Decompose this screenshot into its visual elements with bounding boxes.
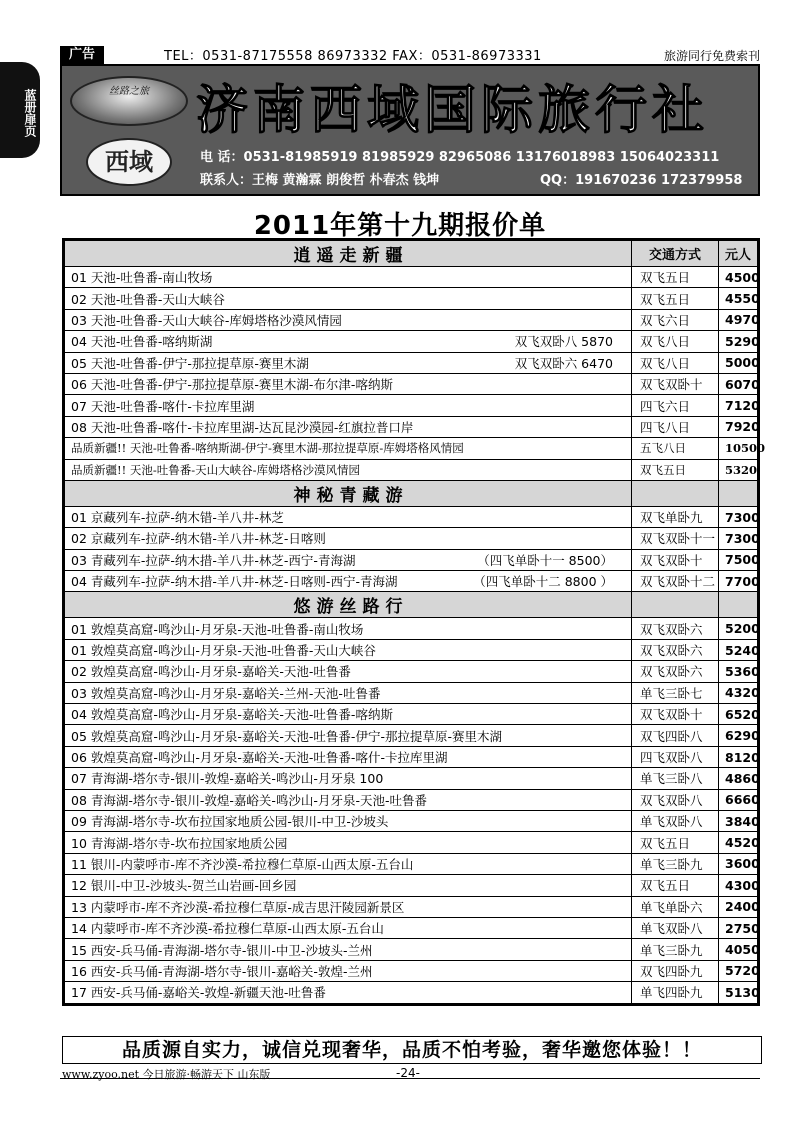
transport-cell: 双飞五日: [632, 875, 719, 896]
transport-cell: 双飞双卧六: [632, 661, 719, 682]
price-cell: 8120: [719, 746, 758, 767]
transport-cell: 双飞双卧八: [632, 789, 719, 810]
table-row: [65, 725, 758, 746]
table-row: [65, 288, 758, 309]
price-cell: 5240: [719, 639, 758, 660]
qq-numbers: QQ：191670236 172379958: [540, 173, 743, 188]
route-text: 02 敦煌莫高窟-鸣沙山-月牙泉-嘉峪关-天池-吐鲁番: [71, 664, 351, 680]
transport-cell: 双飞四卧八: [632, 725, 719, 746]
transport-cell: 双飞双卧十: [632, 549, 719, 570]
price-cell: 4500: [719, 267, 758, 288]
transport-cell: 双飞双卧十: [632, 704, 719, 725]
price-header: [719, 480, 758, 506]
route-cell: [65, 682, 632, 703]
price-cell: 5290: [719, 331, 758, 352]
price-cell: 6290: [719, 725, 758, 746]
company-name: 济南西域国际旅行社: [196, 80, 710, 141]
price-cell: 7500: [719, 549, 758, 570]
transport-cell: 单飞三卧八: [632, 768, 719, 789]
route-cell: [65, 960, 632, 981]
route-cell: [65, 725, 632, 746]
table-row: [65, 267, 758, 288]
section-header: [65, 241, 758, 267]
table-row: [65, 571, 758, 592]
route-cell: [65, 459, 632, 480]
contact-line: TEL：0531-87175558 86973332 FAX：0531-86973331: [164, 49, 542, 64]
route-cell: [65, 618, 632, 639]
route-text: 09 青海湖-塔尔寺-坎布拉国家地质公园-银川-中卫-沙坡头: [71, 814, 389, 830]
route-text: 17 西安-兵马俑-嘉峪关-敦煌-新疆天池-吐鲁番: [71, 985, 326, 1001]
price-cell: 3600: [719, 853, 758, 874]
route-cell: [65, 939, 632, 960]
table-row: [65, 982, 758, 1003]
route-cell: [65, 704, 632, 725]
price-cell: 6520: [719, 704, 758, 725]
route-text: 品质新疆!! 天池-吐鲁番-喀纳斯湖-伊宁-赛里木湖-那拉提草原-库姆塔格风情园: [71, 441, 464, 456]
route-cell: [65, 982, 632, 1003]
transport-cell: 双飞五日: [632, 288, 719, 309]
table-row: [65, 639, 758, 660]
table-row: [65, 373, 758, 394]
ad-tag: 广告: [60, 46, 104, 64]
phone-label: 电 话：: [200, 150, 244, 165]
transport-cell: 双飞单卧九: [632, 506, 719, 527]
price-cell: 5130: [719, 982, 758, 1003]
route-cell: [65, 917, 632, 938]
route-cell: [65, 331, 632, 352]
table-row: [65, 331, 758, 352]
route-text: 08 青海湖-塔尔寺-银川-敦煌-嘉峪关-鸣沙山-月牙泉-天池-吐鲁番: [71, 792, 427, 808]
price-cell: 7920: [719, 416, 758, 437]
transport-cell: 双飞双卧十: [632, 373, 719, 394]
route-text: 03 天池-吐鲁番-天山大峡谷-库姆塔格沙漠风情园: [71, 312, 342, 328]
route-text: 06 敦煌莫高窟-鸣沙山-月牙泉-嘉峪关-天池-吐鲁番-喀什-卡拉库里湖: [71, 750, 448, 765]
price-cell: 4860: [719, 768, 758, 789]
price-cell: 6070: [719, 373, 758, 394]
transport-cell: 双飞双卧六: [632, 639, 719, 660]
slogan-banner: 品质源自实力，诚信兑现奢华，品质不怕考验，奢华邀您体验！！: [62, 1036, 762, 1064]
table-row: [65, 853, 758, 874]
table-row: [65, 352, 758, 373]
transport-cell: 单飞双卧八: [632, 917, 719, 938]
route-note: 双飞双卧六 6470: [514, 355, 613, 371]
route-text: 04 青藏列车-拉萨-纳木措-羊八井-林芝-日喀则-西宁-青海湖: [71, 574, 398, 590]
transport-cell: 双飞八日: [632, 352, 719, 373]
price-cell: 5200: [719, 618, 758, 639]
transport-cell: 双飞五日: [632, 267, 719, 288]
section-header: [65, 592, 758, 618]
table-row: [65, 618, 758, 639]
route-text: 01 天池-吐鲁番-南山牧场: [71, 270, 213, 286]
price-cell: 7700: [719, 571, 758, 592]
price-header: 元人: [719, 241, 758, 267]
price-cell: 5000: [719, 352, 758, 373]
route-text: 10 青海湖-塔尔寺-坎布拉国家地质公园: [71, 835, 288, 851]
route-text: 16 西安-兵马俑-青海湖-塔尔寺-银川-嘉峪关-敦煌-兰州: [71, 963, 373, 979]
table-row: [65, 459, 758, 480]
transport-cell: 双飞双卧十二: [632, 571, 719, 592]
price-cell: 7120: [719, 395, 758, 416]
price-cell: 2400: [719, 896, 758, 917]
route-text: 03 敦煌莫高窟-鸣沙山-月牙泉-嘉峪关-兰州-天池-吐鲁番: [71, 685, 381, 701]
table-row: [65, 746, 758, 767]
transport-cell: 单飞三卧九: [632, 853, 719, 874]
route-text: 04 敦煌莫高窟-鸣沙山-月牙泉-嘉峪关-天池-吐鲁番-喀纳斯: [71, 707, 393, 723]
transport-cell: 单飞三卧七: [632, 682, 719, 703]
route-text: 08 天池-吐鲁番-喀什-卡拉库里湖-达瓦昆沙漠园-红旗拉普口岸: [71, 419, 414, 435]
route-text: 01 敦煌莫高窟-鸣沙山-月牙泉-天池-吐鲁番-南山牧场: [71, 621, 364, 637]
route-text: 11 银川-内蒙呼市-库不齐沙漠-希拉穆仁草原-山西太原-五台山: [71, 856, 414, 872]
table-row: [65, 528, 758, 549]
route-text: 品质新疆!! 天池-吐鲁番-天山大峡谷-库姆塔格沙漠风情园: [71, 462, 361, 477]
price-cell: 4520: [719, 832, 758, 853]
route-text: 04 天池-吐鲁番-喀纳斯湖: [71, 334, 213, 350]
table-row: [65, 682, 758, 703]
section-title: 逍遥走新疆: [65, 241, 632, 267]
price-cell: 7300: [719, 506, 758, 527]
route-cell: [65, 789, 632, 810]
tagline: 旅游同行免费索刊: [663, 49, 760, 63]
route-cell: [65, 896, 632, 917]
route-cell: [65, 416, 632, 437]
footer-rule: [60, 1078, 760, 1079]
table-row: [65, 395, 758, 416]
route-cell: [65, 639, 632, 660]
section-title: 悠游丝路行: [65, 592, 632, 618]
page-number: -24-: [396, 1066, 420, 1080]
route-cell: [65, 373, 632, 394]
price-list-title: 2011年第十九期报价单: [253, 211, 547, 241]
route-text: 15 西安-兵马俑-青海湖-塔尔寺-银川-中卫-沙坡头-兰州: [71, 942, 373, 958]
route-cell: [65, 506, 632, 527]
section-title: 神秘青藏游: [65, 480, 632, 506]
price-cell: 5360: [719, 661, 758, 682]
transport-cell: 单飞双卧八: [632, 810, 719, 831]
route-cell: [65, 571, 632, 592]
table-row: [65, 810, 758, 831]
route-cell: [65, 267, 632, 288]
table-row: [65, 960, 758, 981]
route-text: 12 银川-中卫-沙坡头-贺兰山岩画-回乡园: [71, 878, 297, 894]
price-cell: 4320: [719, 682, 758, 703]
route-note: （四飞单卧十二 8800 ）: [473, 574, 613, 590]
route-cell: [65, 768, 632, 789]
price-cell: 5320: [719, 459, 758, 480]
route-cell: [65, 810, 632, 831]
table-row: [65, 309, 758, 330]
side-tab: 蓝册扉页: [0, 62, 40, 158]
logo-mark: 西域: [86, 138, 172, 186]
transport-cell: 双飞六日: [632, 309, 719, 330]
table-row: [65, 549, 758, 570]
price-cell: 4550: [719, 288, 758, 309]
route-text: 01 京藏列车-拉萨-纳木错-羊八井-林芝: [71, 510, 284, 526]
table-row: [65, 416, 758, 437]
transport-cell: 双飞四卧九: [632, 960, 719, 981]
transport-header: 交通方式: [632, 241, 719, 267]
price-cell: 5720: [719, 960, 758, 981]
price-cell: 2750: [719, 917, 758, 938]
price-cell: 7300: [719, 528, 758, 549]
transport-cell: 单飞三卧九: [632, 939, 719, 960]
price-cell: 10500: [719, 438, 758, 459]
table-row: [65, 438, 758, 459]
table-row: [65, 917, 758, 938]
transport-cell: 单飞四卧九: [632, 982, 719, 1003]
transport-cell: 四飞六日: [632, 395, 719, 416]
contact-names: 王梅 黄瀚霖 朗俊哲 朴春杰 钱坤: [252, 173, 440, 188]
contacts-label: 联系人：: [200, 173, 253, 188]
route-text: 03 青藏列车-拉萨-纳木措-羊八井-林芝-西宁-青海湖: [71, 552, 356, 568]
route-cell: [65, 853, 632, 874]
price-cell: 4300: [719, 875, 758, 896]
route-note: 双飞双卧八 5870: [514, 334, 613, 350]
table-row: [65, 875, 758, 896]
route-text: 14 内蒙呼市-库不齐沙漠-希拉穆仁草原-山西太原-五台山: [71, 921, 384, 937]
transport-header: [632, 592, 719, 618]
route-text: 01 敦煌莫高窟-鸣沙山-月牙泉-天池-吐鲁番-天山大峡谷: [71, 643, 376, 659]
route-text: 02 天池-吐鲁番-天山大峡谷: [71, 291, 225, 307]
logo-emblem: 丝路之旅: [70, 76, 188, 126]
route-cell: [65, 528, 632, 549]
table-row: [65, 789, 758, 810]
table-row: [65, 661, 758, 682]
transport-cell: 五飞八日: [632, 438, 719, 459]
table-row: [65, 896, 758, 917]
route-text: 05 天池-吐鲁番-伊宁-那拉提草原-赛里木湖: [71, 355, 309, 371]
route-cell: [65, 395, 632, 416]
route-text: 07 天池-吐鲁番-喀什-卡拉库里湖: [71, 398, 255, 414]
footer-site: www.zyoo.net 今日旅游·畅游天下 山东版: [62, 1068, 271, 1081]
price-cell: 3840: [719, 810, 758, 831]
route-cell: [65, 746, 632, 767]
price-cell: 4050: [719, 939, 758, 960]
price-cell: 4970: [719, 309, 758, 330]
route-text: 07 青海湖-塔尔寺-银川-敦煌-嘉峪关-鸣沙山-月牙泉 100: [71, 771, 384, 787]
transport-cell: 双飞八日: [632, 331, 719, 352]
route-cell: [65, 309, 632, 330]
transport-cell: 单飞单卧六: [632, 896, 719, 917]
table-row: [65, 939, 758, 960]
route-text: 05 敦煌莫高窟-鸣沙山-月牙泉-嘉峪关-天池-吐鲁番-伊宁-那拉提草原-赛里木湖: [71, 728, 502, 744]
transport-header: [632, 480, 719, 506]
route-cell: [65, 875, 632, 896]
price-header: [719, 592, 758, 618]
transport-cell: 四飞双卧八: [632, 746, 719, 767]
route-text: 02 京藏列车-拉萨-纳木错-羊八井-林芝-日喀则: [71, 531, 326, 547]
route-text: 13 内蒙呼市-库不齐沙漠-希拉穆仁草原-成吉思汗陵园新景区: [71, 899, 405, 915]
price-table: [62, 238, 766, 1006]
transport-cell: 四飞八日: [632, 416, 719, 437]
route-cell: [65, 832, 632, 853]
section-header: [65, 480, 758, 506]
route-cell: [65, 549, 632, 570]
route-cell: [65, 288, 632, 309]
table-row: [65, 704, 758, 725]
route-cell: [65, 438, 632, 459]
table-row: [65, 832, 758, 853]
transport-cell: 双飞双卧六: [632, 618, 719, 639]
transport-cell: 双飞五日: [632, 459, 719, 480]
table-row: [65, 768, 758, 789]
table-row: [65, 506, 758, 527]
route-text: 06 天池-吐鲁番-伊宁-那拉提草原-赛里木湖-布尔津-喀纳斯: [71, 377, 393, 393]
transport-cell: 双飞双卧十一: [632, 528, 719, 549]
route-note: （四飞单卧十一 8500）: [477, 552, 613, 568]
price-cell: 6660: [719, 789, 758, 810]
route-cell: [65, 661, 632, 682]
transport-cell: 双飞五日: [632, 832, 719, 853]
route-cell: [65, 352, 632, 373]
phone-numbers: 0531-81985919 81985929 82965086 13176018983 15064023311: [243, 150, 720, 165]
